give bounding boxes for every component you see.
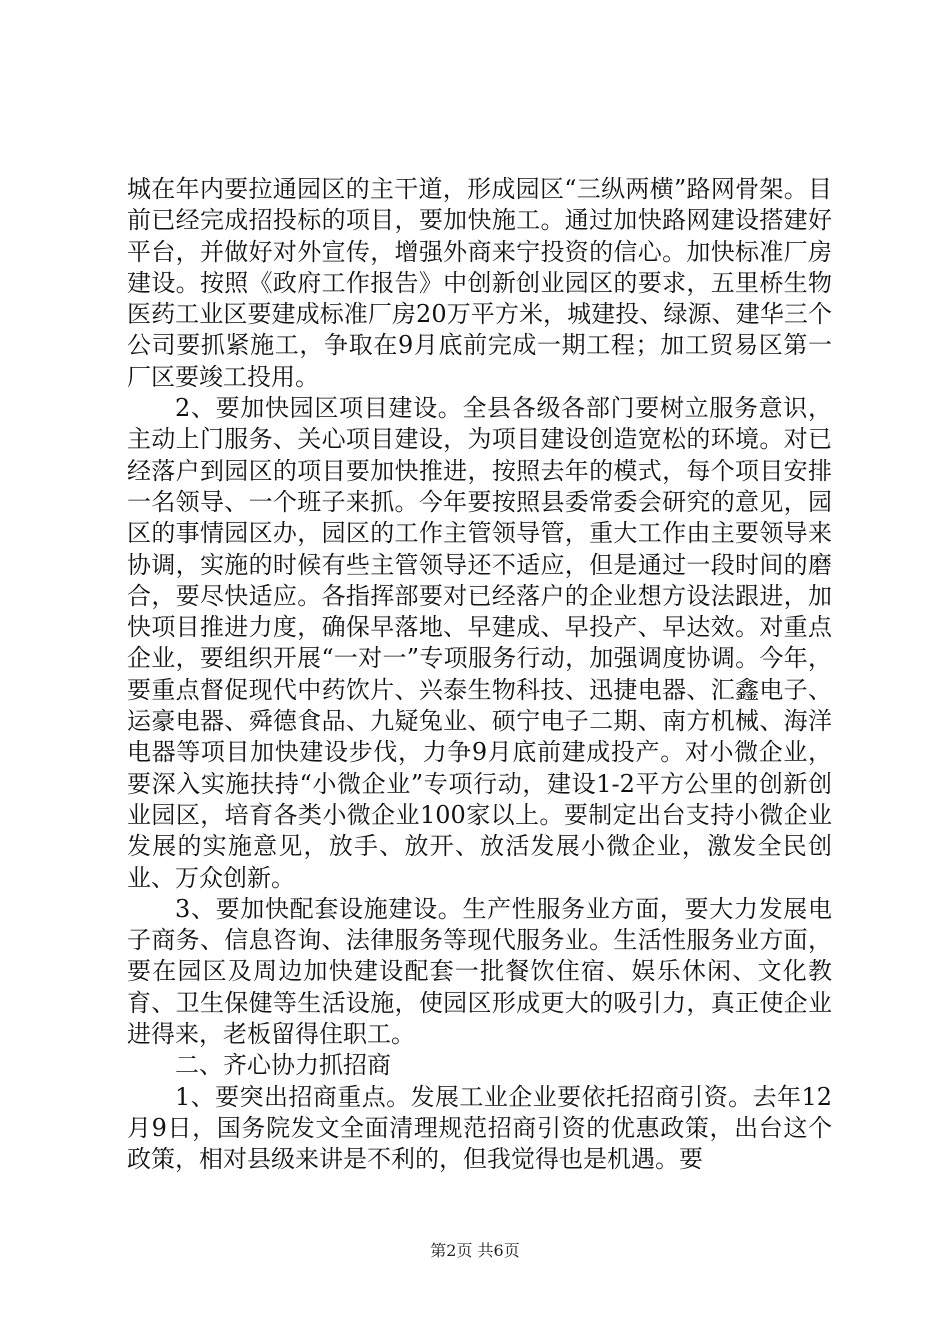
section-heading: 二、齐心协力抓招商 bbox=[175, 1051, 391, 1080]
document-body bbox=[127, 174, 832, 1176]
paragraph-1: 城在年内要拉通园区的主干道，形成园区“三纵两横”路网骨架。目前已经完成招投标的项目，要加快施工。通过加快路网建设搭建好平台，并做好对外宣传，增强外商来宁投资的信心。加快标准厂房建设。按照《政府工作报告》中创新创业园区的要求，五里桥生物医药工业区要建成标准厂房20万平方米，城建投、绿源、建华三个公司要抓紧施工，争取在9月底前完成一期工程；加工贸易区第一厂区要竣工投用。 bbox=[127, 175, 832, 391]
paragraph-4: 1、要突出招商重点。发展工业企业要依托招商引资。去年12月9日，国务院发文全面清理规范招商引资的优惠政策，出台这个政策，相对县级来讲是不利的，但我觉得也是机遇。要 bbox=[127, 1082, 832, 1174]
paragraph-2: 2、要加快园区项目建设。全县各级各部门要树立服务意识，主动上门服务、关心项目建设，为项目建设创造宽松的环境。对已经落户到园区的项目要加快推进，按照去年的模式，每个项目安排一名领导、一个班子来抓。今年要按照县委常委会研究的意见，园区的事情园区办，园区的工作主管领导管，重大工作由主要领导来协调，实施的时候有些主管领导还不适应，但是通过一段时间的磨合，要尽快适应。各指挥部要对已经落户的企业想方设法跟进，加快项目推进力度，确保早落地、早建成、早投产、早达效。对重点企业，要组织开展“一对一”专项服务行动，加强调度协调。今年，要重点督促现代中药饮片、兴泰生物科技、迅捷电器、汇鑫电子、运豪电器、舜德食品、九疑兔业、硕宁电子二期、南方机械、海洋电器等项目加快建设步伐，力争9月底前建成投产。对小微企业，要深入实施扶持“小微企业”专项行动，建设1-2平方公里的创新创业园区，培育各类小微企业100家以上。要制定出台支持小微企业发展的实施意见，放手、放开、放活发展小微企业，激发全民创业、万众创新。 bbox=[127, 394, 832, 892]
paragraph-3: 3、要加快配套设施建设。生产性服务业方面，要大力发展电子商务、信息咨询、法律服务等现代服务业。生活性服务业方面，要在园区及周边加快建设配套一批餐饮住宿、娱乐休闲、文化教育、卫生保健等生活设施，使园区形成更大的吸引力，真正使企业进得来，老板留得住职工。 bbox=[127, 894, 832, 1049]
page-footer: 第2页 共6页 bbox=[430, 1241, 520, 1260]
